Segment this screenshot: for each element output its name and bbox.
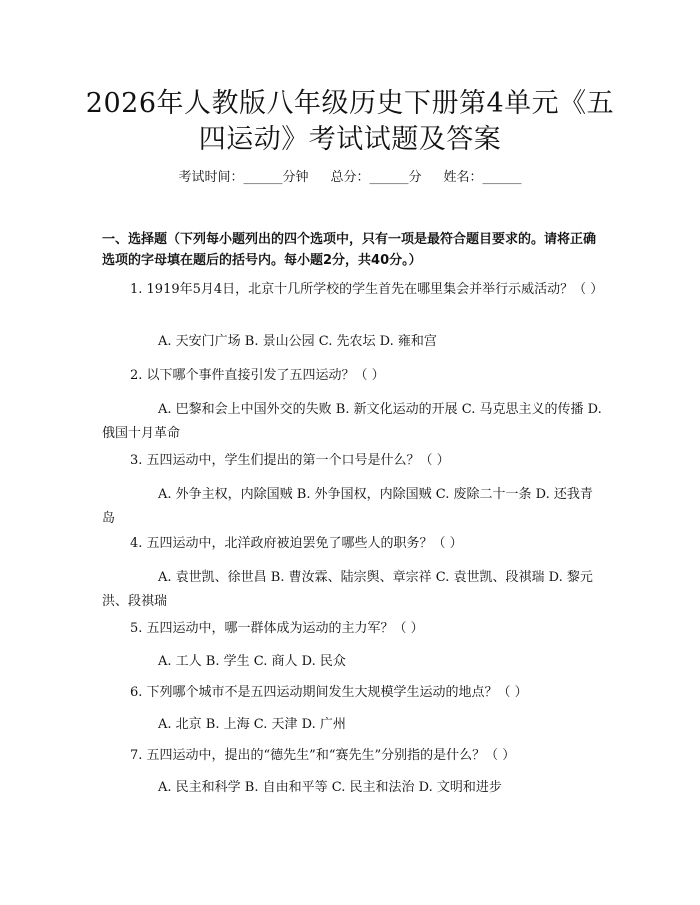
question-options: A. 天安门广场 B. 景山公园 C. 先农坛 D. 雍和宫: [158, 334, 437, 349]
question-options: A. 北京 B. 上海 C. 天津 D. 广州: [158, 717, 346, 732]
question-5-options: [102, 650, 602, 674]
question-3: [102, 449, 602, 473]
question-2: [102, 364, 602, 388]
question-options: A. 巴黎和会上中国外交的失败 B. 新文化运动的开展 C. 马克思主义的传播 D. 俄国十月革命: [102, 402, 602, 441]
question-6-options: [102, 713, 602, 737]
question-5: [102, 617, 602, 641]
question-stem: 1. 1919年5月4日，北京十几所学校的学生首先在哪里集会并举行示威活动？（ ）: [130, 282, 604, 297]
question-stem: 7. 五四运动中，提出的“德先生”和“赛先生”分别指的是什么？（ ）: [130, 748, 516, 763]
page-title-line-1: 2026年人教版八年级历史下册第4单元《五: [85, 88, 615, 119]
name-field: 姓名：______: [443, 170, 522, 185]
question-stem: 5. 五四运动中，哪一群体成为运动的主力军？（ ）: [130, 621, 424, 636]
question-4: [102, 532, 602, 556]
question-stem: 4. 五四运动中，北洋政府被迫罢免了哪些人的职务？（ ）: [130, 536, 463, 551]
question-stem: 6. 下列哪个城市不是五四运动期间发生大规模学生运动的地点？（ ）: [130, 685, 528, 700]
question-2-options: [102, 398, 602, 446]
question-7: [102, 744, 602, 768]
total-score-field: 总分：______分: [330, 170, 422, 185]
exam-meta: [0, 169, 700, 187]
question-6: [102, 681, 602, 705]
question-options: A. 民主和科学 B. 自由和平等 C. 民主和法治 D. 文明和进步: [158, 780, 502, 795]
question-3-options: [102, 483, 602, 531]
question-options: A. 外争主权，内除国贼 B. 外争国权，内除国贼 C. 废除二十一条 D. 还我青岛: [102, 487, 593, 526]
question-7-options: [102, 776, 602, 800]
section-1-heading: 一、选择题（下列每小题列出的四个选项中，只有一项是最符合题目要求的。请将正确选项的字母填在题后的括号内。每小题2分，共40分。）: [102, 232, 597, 268]
page-title-line-2: 四运动》考试试题及答案: [198, 124, 502, 155]
question-options: A. 袁世凯、徐世昌 B. 曹汝霖、陆宗舆、章宗祥 C. 袁世凯、段祺瑞 D. 黎元洪、段祺瑞: [102, 570, 593, 609]
question-4-options: [102, 566, 602, 614]
question-stem: 3. 五四运动中，学生们提出的第一个口号是什么？（ ）: [130, 453, 450, 468]
question-options: A. 工人 B. 学生 C. 商人 D. 民众: [158, 654, 346, 669]
exam-time-field: 考试时间：______分钟: [178, 170, 309, 185]
question-1-options: [102, 330, 602, 354]
question-1: [102, 278, 602, 302]
question-stem: 2. 以下哪个事件直接引发了五四运动？（ ）: [130, 368, 385, 383]
